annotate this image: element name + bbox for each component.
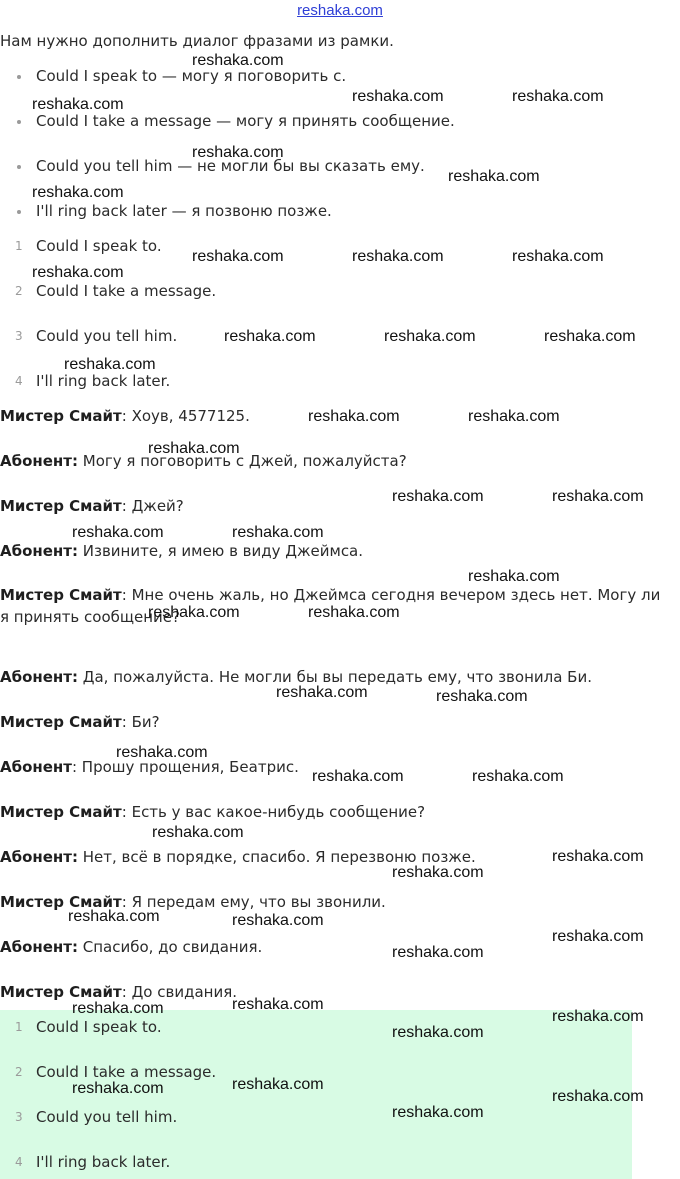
dialog-text: : Прошу прощения, Беатрис.: [71, 758, 299, 776]
watermark-text: reshaka.com: [552, 848, 644, 865]
watermark-text: reshaka.com: [192, 52, 284, 69]
watermark-text: reshaka.com: [224, 328, 316, 345]
item-number: 4: [15, 374, 23, 388]
item-text: Could I take a message.: [36, 282, 217, 300]
watermark-text: reshaka.com: [72, 1000, 164, 1017]
dialog-text: : Хоув, 4577125.: [121, 407, 250, 425]
bullet-dot-icon: [17, 165, 21, 169]
watermark-text: reshaka.com: [148, 604, 240, 621]
watermark-text: reshaka.com: [392, 944, 484, 961]
dialog-text: : Есть у вас какое-нибудь сообщение?: [121, 803, 426, 821]
dialog-text: : До свидания.: [121, 983, 237, 1001]
watermark-text: reshaka.com: [312, 768, 404, 785]
watermark-text: reshaka.com: [72, 524, 164, 541]
dialog-text: : Би?: [121, 713, 160, 731]
bullet-dot-icon: [17, 120, 21, 124]
watermark-text: reshaka.com: [384, 328, 476, 345]
watermark-text: reshaka.com: [116, 744, 208, 761]
dialog-line: [0, 893, 386, 911]
item-text: Could you tell him.: [36, 327, 178, 345]
dialog-text: Спасибо, до свидания.: [77, 938, 263, 956]
phrase-text: Could you tell him — не могли бы вы сказать ему.: [36, 157, 425, 175]
site-link[interactable]: reshaka.com: [297, 2, 383, 19]
watermark-text: reshaka.com: [148, 440, 240, 457]
watermark-text: reshaka.com: [352, 88, 444, 105]
item-number: 2: [15, 284, 23, 298]
watermark-text: reshaka.com: [552, 928, 644, 945]
dialog-text: Могу я поговорить с Джей, пожалуйста?: [77, 452, 407, 470]
dialog-line: [0, 938, 262, 956]
watermark-text: reshaka.com: [552, 488, 644, 505]
dialog-line: [0, 497, 184, 515]
watermark-text: reshaka.com: [392, 1024, 484, 1041]
speaker-name: Абонент: [0, 758, 72, 776]
watermark-text: reshaka.com: [276, 684, 368, 701]
watermark-text: reshaka.com: [512, 248, 604, 265]
bullet-dot-icon: [17, 75, 21, 79]
watermark-text: reshaka.com: [192, 248, 284, 265]
speaker-name: Мистер Смайт: [0, 983, 122, 1001]
phrase-text: Could I take a message — могу я принять сообщение.: [36, 112, 455, 130]
watermark-text: reshaka.com: [468, 568, 560, 585]
watermark-text: reshaka.com: [552, 1008, 644, 1025]
item-number: 2: [15, 1065, 23, 1079]
speaker-name: Мистер Смайт: [0, 586, 122, 604]
watermark-text: reshaka.com: [308, 408, 400, 425]
dialog-text: Нет, всё в порядке, спасибо. Я перезвоню позже.: [77, 848, 476, 866]
watermark-text: reshaka.com: [392, 864, 484, 881]
watermark-text: reshaka.com: [472, 768, 564, 785]
phrase-text: I'll ring back later — я позвоню позже.: [36, 202, 332, 220]
speaker-name: Абонент:: [0, 938, 78, 956]
dialog-text: Извините, я имею в виду Джеймса.: [77, 542, 364, 560]
dialog-text: : Я передам ему, что вы звонили.: [121, 893, 386, 911]
watermark-text: reshaka.com: [32, 96, 124, 113]
dialog-line: [0, 407, 250, 425]
watermark-text: reshaka.com: [392, 488, 484, 505]
dialog-text: Да, пожалуйста. Не могли бы вы передать ему, что звонила Би.: [77, 668, 592, 686]
phrase-text: Could I speak to — могу я поговорить с.: [36, 67, 347, 85]
watermark-text: reshaka.com: [192, 144, 284, 161]
dialog-line: [0, 713, 160, 731]
speaker-name: Мистер Смайт: [0, 407, 122, 425]
speaker-name: Мистер Смайт: [0, 497, 122, 515]
speaker-name: Абонент:: [0, 668, 78, 686]
speaker-name: Мистер Смайт: [0, 713, 122, 731]
dialog-text: : Мне очень жаль, но Джеймса сегодня вечером здесь нет. Могу ли я принять сообщение?: [0, 586, 661, 626]
watermark-text: reshaka.com: [392, 1104, 484, 1121]
watermark-text: reshaka.com: [232, 524, 324, 541]
speaker-name: Мистер Смайт: [0, 803, 122, 821]
item-text: Could I take a message.: [36, 1063, 217, 1081]
dialog-line: [0, 803, 425, 821]
watermark-text: reshaka.com: [232, 996, 324, 1013]
watermark-text: reshaka.com: [64, 356, 156, 373]
item-number: 1: [15, 1020, 23, 1034]
item-text: Could I speak to.: [36, 237, 162, 255]
item-number: 3: [15, 329, 23, 343]
watermark-text: reshaka.com: [308, 604, 400, 621]
watermark-text: reshaka.com: [448, 168, 540, 185]
speaker-name: Абонент:: [0, 542, 78, 560]
task-intro: Нам нужно дополнить диалог фразами из рамки.: [0, 32, 394, 50]
dialog-line: [0, 983, 237, 1001]
watermark-text: reshaka.com: [68, 908, 160, 925]
item-text: Could you tell him.: [36, 1108, 178, 1126]
dialog-text: : Джей?: [121, 497, 184, 515]
watermark-text: reshaka.com: [352, 248, 444, 265]
item-text: I'll ring back later.: [36, 1153, 171, 1171]
speaker-name: Абонент:: [0, 848, 78, 866]
speaker-name: Мистер Смайт: [0, 893, 122, 911]
watermark-text: reshaka.com: [512, 88, 604, 105]
watermark-text: reshaka.com: [232, 912, 324, 929]
item-text: Could I speak to.: [36, 1018, 162, 1036]
watermark-text: reshaka.com: [32, 184, 124, 201]
watermark-text: reshaka.com: [544, 328, 636, 345]
speaker-name: Абонент:: [0, 452, 78, 470]
item-number: 4: [15, 1155, 23, 1169]
item-text: I'll ring back later.: [36, 372, 171, 390]
dialog-line: [0, 542, 363, 560]
watermark-text: reshaka.com: [552, 1088, 644, 1105]
bullet-dot-icon: [17, 210, 21, 214]
watermark-text: reshaka.com: [152, 824, 244, 841]
watermark-text: reshaka.com: [468, 408, 560, 425]
watermark-text: reshaka.com: [232, 1076, 324, 1093]
watermark-text: reshaka.com: [72, 1080, 164, 1097]
item-number: 3: [15, 1110, 23, 1124]
watermark-text: reshaka.com: [436, 688, 528, 705]
item-number: 1: [15, 239, 23, 253]
watermark-text: reshaka.com: [32, 264, 124, 281]
